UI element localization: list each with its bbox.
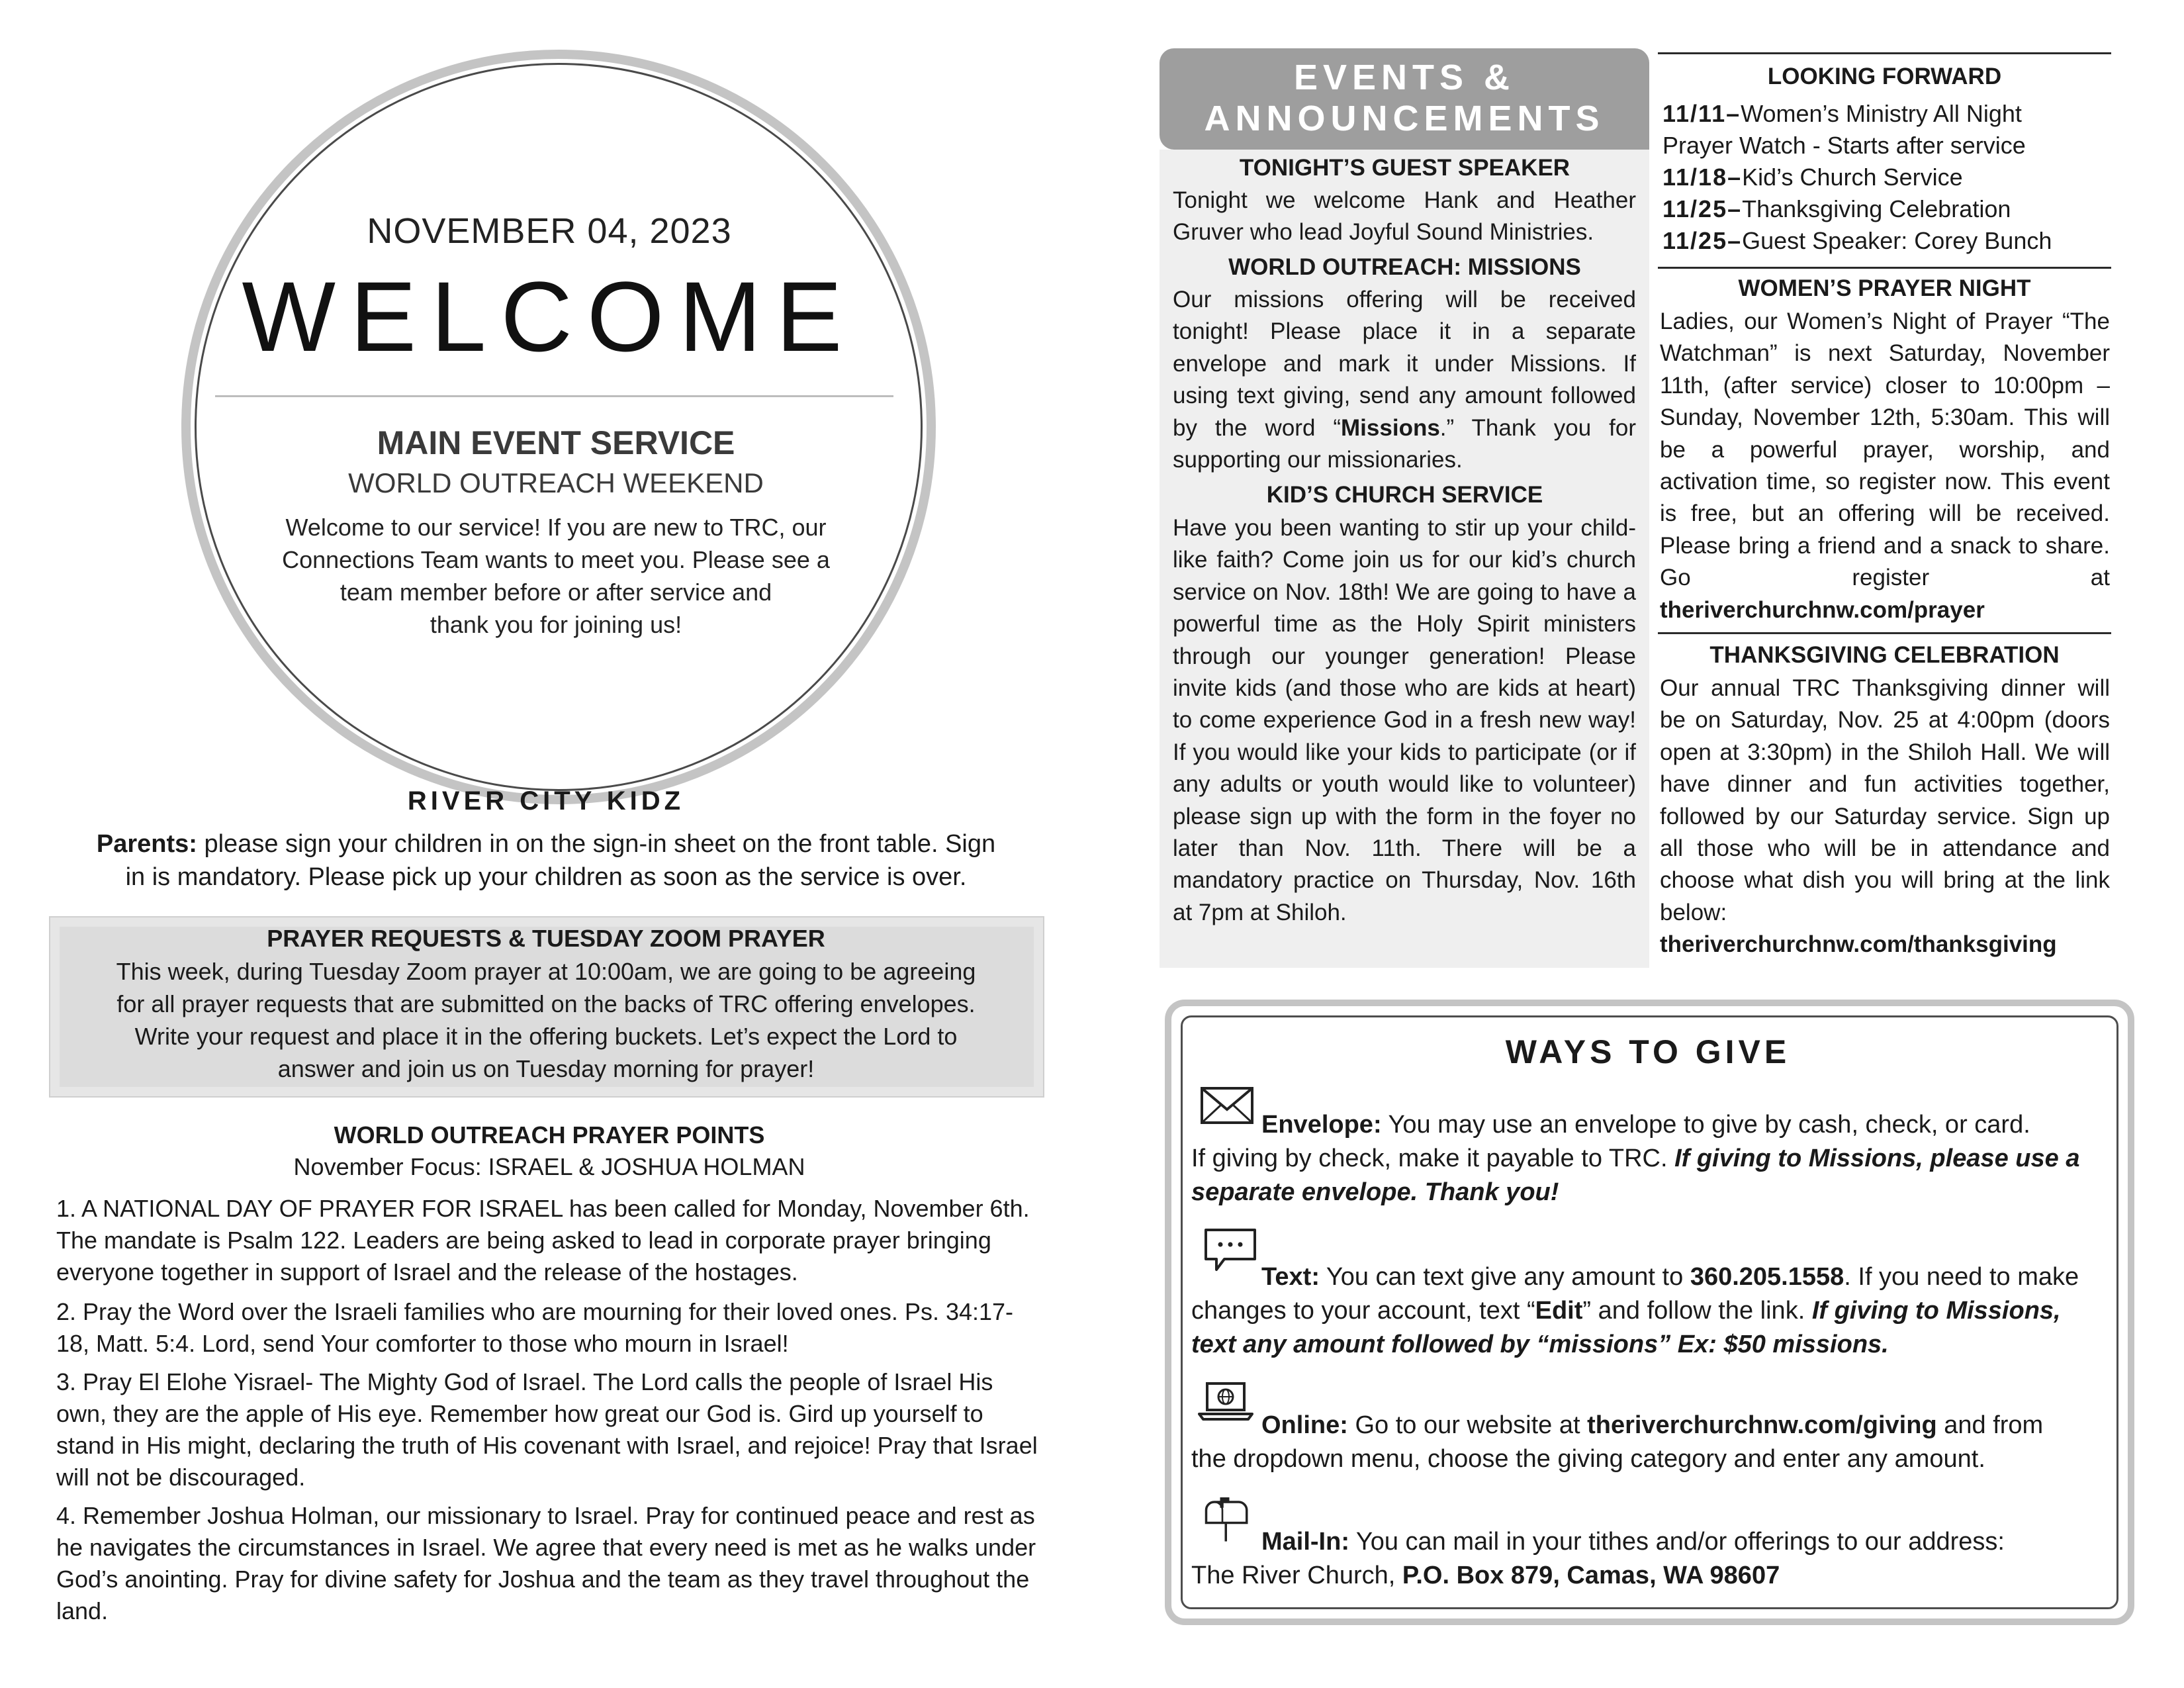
welcome-line: team member before or after service and [340, 579, 772, 606]
prayer-points-heading: WORLD OUTREACH PRAYER POINTS [334, 1121, 765, 1149]
prayer-point: 1. A NATIONAL DAY OF PRAYER FOR ISRAEL has been called for Monday, November 6th. The mandate is Psalm 122. Leaders are being asked to lead in corporate prayer bringing everyone together in support of Israel and the release of the hostages. [56, 1195, 1030, 1286]
prayer-point: 2. Pray the Word over the Israeli families who are mourning for their loved ones. Ps. 34:17-18, Matt. 5:4. Lord, send Your comforter to those who mourn in Israel! [56, 1298, 1014, 1357]
welcome-message [245, 511, 867, 641]
text-giving-text: You can text give any amount to [1319, 1263, 1690, 1291]
kidz-parents-label: Parents: [96, 830, 197, 858]
kids-church-heading: KID’S CHURCH SERVICE [1266, 482, 1543, 508]
service-subtitle: WORLD OUTREACH WEEKEND [348, 467, 764, 498]
kidz-heading: RIVER CITY KIDZ [407, 786, 685, 816]
looking-forward-text: Prayer Watch - Starts after service [1662, 132, 2026, 159]
service-title: MAIN EVENT SERVICE [377, 424, 735, 461]
looking-forward-item [1662, 225, 2113, 257]
mail-text: The River Church, [1191, 1562, 1402, 1589]
prayer-requests-heading: PRAYER REQUESTS & TUESDAY ZOOM PRAYER [267, 925, 825, 952]
looking-forward-item [1662, 130, 2113, 162]
welcome-line: Welcome to our service! If you are new to TRC, our [285, 514, 827, 541]
events-header-line: EVENTS & [1293, 58, 1516, 97]
prayer-line: answer and join us on Tuesday morning for prayer! [277, 1055, 815, 1082]
envelope-label: Envelope: [1261, 1111, 1382, 1139]
give-envelope [1191, 1108, 2111, 1209]
looking-forward-item [1662, 162, 2113, 193]
text-label: Text: [1261, 1263, 1320, 1291]
womens-prayer-body: Ladies, our Women’s Night of Prayer “The Watchman” is next Saturday, November 11th, (after service) closer to 10:00pm – Sunday, November 12th, 5:30am. This will be a powerful prayer, worship, and activation time, so register now. This event is free, but an offering will be received. Please bring a friend and a snack to share. Go register at [1660, 308, 2110, 591]
thanksgiving-body: Our annual TRC Thanksgiving dinner will be on Saturday, Nov. 25 at 4:00pm (doors open at 3:30pm) in the Shiloh Hall. We will have dinner and fun activities together, followed by our Saturday service. Sign up all those who will be in attendance and choose what dish you will bring at the link below: [1660, 675, 2110, 925]
bulletin-date: NOVEMBER 04, 2023 [367, 211, 732, 251]
online-text: Go to our website at [1347, 1411, 1588, 1439]
online-text: and from [1936, 1411, 2044, 1439]
prayer-point: 4. Remember Joshua Holman, our missionary to Israel. Pray for continued peace and rest as he navigates the circumstances in Israel. We agree that every need is met as he walks under God’s anointing. Pray for divine safety for Joshua and the team as they travel throughout the land. [56, 1502, 1036, 1624]
give-online [1191, 1409, 2111, 1476]
divider [1658, 632, 2111, 634]
giving-website-link[interactable]: theriverchurchnw.com/giving [1587, 1411, 1937, 1439]
envelope-text: You may use an envelope to give by cash, check, or card. [1381, 1111, 2030, 1139]
mail-label: Mail-In: [1261, 1528, 1349, 1556]
womens-prayer-text [1660, 306, 2110, 626]
thanksgiving-text [1660, 673, 2110, 961]
missions-text-part: Our missions offering will be received tonight! Please place it in a separate envelope and mark it under Missions. If using text giving, send any amount followed by the word “ [1173, 287, 1636, 441]
text-giving-text: ” and follow the link. [1582, 1297, 1812, 1325]
guest-speaker-text: Tonight we welcome Hank and Heather Gruver who lead Joyful Sound Ministries. [1173, 187, 1636, 246]
prayer-line: Write your request and place it in the offering buckets. Let’s expect the Lord to [134, 1023, 958, 1050]
looking-forward-item [1662, 193, 2113, 225]
looking-forward-item [1662, 98, 2113, 130]
kids-church-text: Have you been wanting to stir up your child-like faith? Come join us for our kid’s church service on Nov. 18th! We are going to have a powerful time as the Holy Spirit ministers through our younger generation! Please invite kids (and those who are kids at heart) to come experience God in a fresh new way! If you would like your kids to participate (or if any adults or youth would like to volunteer) please sign up with the form in the foyer no later than Nov. 11th. There will be a mandatory practice on Thursday, Nov. 16th at 7pm at Shiloh. [1173, 515, 1636, 925]
text-edit-keyword: Edit [1535, 1297, 1583, 1325]
ways-to-give-heading: WAYS TO GIVE [1505, 1033, 1791, 1070]
looking-forward-date: 11/25– [1662, 195, 1743, 222]
looking-forward-text: Thanksgiving Celebration [1742, 195, 2011, 222]
give-mail [1191, 1525, 2111, 1593]
looking-forward-text: Kid’s Church Service [1742, 164, 1963, 191]
events-header-line: ANNOUNCEMENTS [1204, 99, 1605, 138]
welcome-line: thank you for joining us! [430, 611, 682, 638]
prayer-requests-text [73, 955, 1019, 1085]
welcome-divider [215, 395, 893, 397]
mailing-address: P.O. Box 879, Camas, WA 98607 [1402, 1562, 1780, 1589]
kidz-line: please sign your children in on the sign-in sheet on the front table. Sign [197, 830, 996, 858]
text-missions-note: If giving to Missions, text any amount followed by “missions” Ex: $50 missions. [1191, 1297, 2061, 1358]
envelope-text: If giving by check, make it payable to TRC. [1191, 1145, 1675, 1172]
guest-speaker-heading: TONIGHT’S GUEST SPEAKER [1239, 155, 1570, 181]
missions-text-part: .” Thank you for supporting our missionaries. [1173, 414, 1636, 473]
online-label: Online: [1261, 1411, 1348, 1439]
looking-forward-date: 11/25– [1662, 227, 1743, 254]
prayer-points-focus: November Focus: ISRAEL & JOSHUA HOLMAN [293, 1153, 805, 1180]
thanksgiving-heading: THANKSGIVING CELEBRATION [1709, 642, 2060, 668]
prayer-line: This week, during Tuesday Zoom prayer at 10:00am, we are going to be agreeing [116, 958, 976, 985]
kidz-line: in is mandatory. Please pick up your children as soon as the service is over. [125, 863, 967, 891]
kidz-notice [60, 827, 1032, 894]
events-header-title [1166, 57, 1643, 139]
welcome-line: Connections Team wants to meet you. Please see a [282, 546, 830, 573]
missions-keyword: Missions [1341, 414, 1440, 441]
give-text [1191, 1260, 2111, 1362]
looking-forward-text: Guest Speaker: Corey Bunch [1742, 227, 2052, 254]
thanksgiving-link[interactable]: theriverchurchnw.com/thanksgiving [1660, 931, 2057, 958]
welcome-heading: WELCOME [242, 261, 857, 372]
looking-forward-date: 11/18– [1662, 164, 1743, 191]
missions-heading: WORLD OUTREACH: MISSIONS [1228, 254, 1581, 280]
looking-forward-heading: LOOKING FORWARD [1767, 64, 2002, 89]
text-giving-number[interactable]: 360.205.1558 [1690, 1263, 1844, 1291]
looking-forward-text: Women’s Ministry All Night [1741, 100, 2022, 127]
online-text: the dropdown menu, choose the giving category and enter any amount. [1191, 1445, 1985, 1473]
divider [1658, 52, 2111, 54]
text-giving-text: . If you need to make changes to your account, text “ [1191, 1263, 2079, 1325]
looking-forward-date: 11/11– [1662, 100, 1741, 127]
prayer-line: for all prayer requests that are submitted on the backs of TRC offering envelopes. [116, 990, 976, 1017]
womens-prayer-link[interactable]: theriverchurchnw.com/prayer [1660, 596, 1985, 623]
prayer-point: 3. Pray El Elohe Yisrael- The Mighty God of Israel. The Lord calls the people of Israel His own, they are the apple of His eye. Remember how great our God is. Gird up yourself to stand in His might, declaring the truth of His covenant with Israel, and rejoice! Pray that Israel will not be discouraged. [56, 1368, 1038, 1491]
envelope-missions-note: If giving to Missions, please use a separate envelope. Thank you! [1191, 1145, 2080, 1206]
missions-text [1173, 284, 1636, 476]
womens-prayer-heading: WOMEN’S PRAYER NIGHT [1738, 275, 2031, 301]
mail-text: You can mail in your tithes and/or offerings to our address: [1349, 1528, 2005, 1556]
divider [1658, 267, 2111, 269]
